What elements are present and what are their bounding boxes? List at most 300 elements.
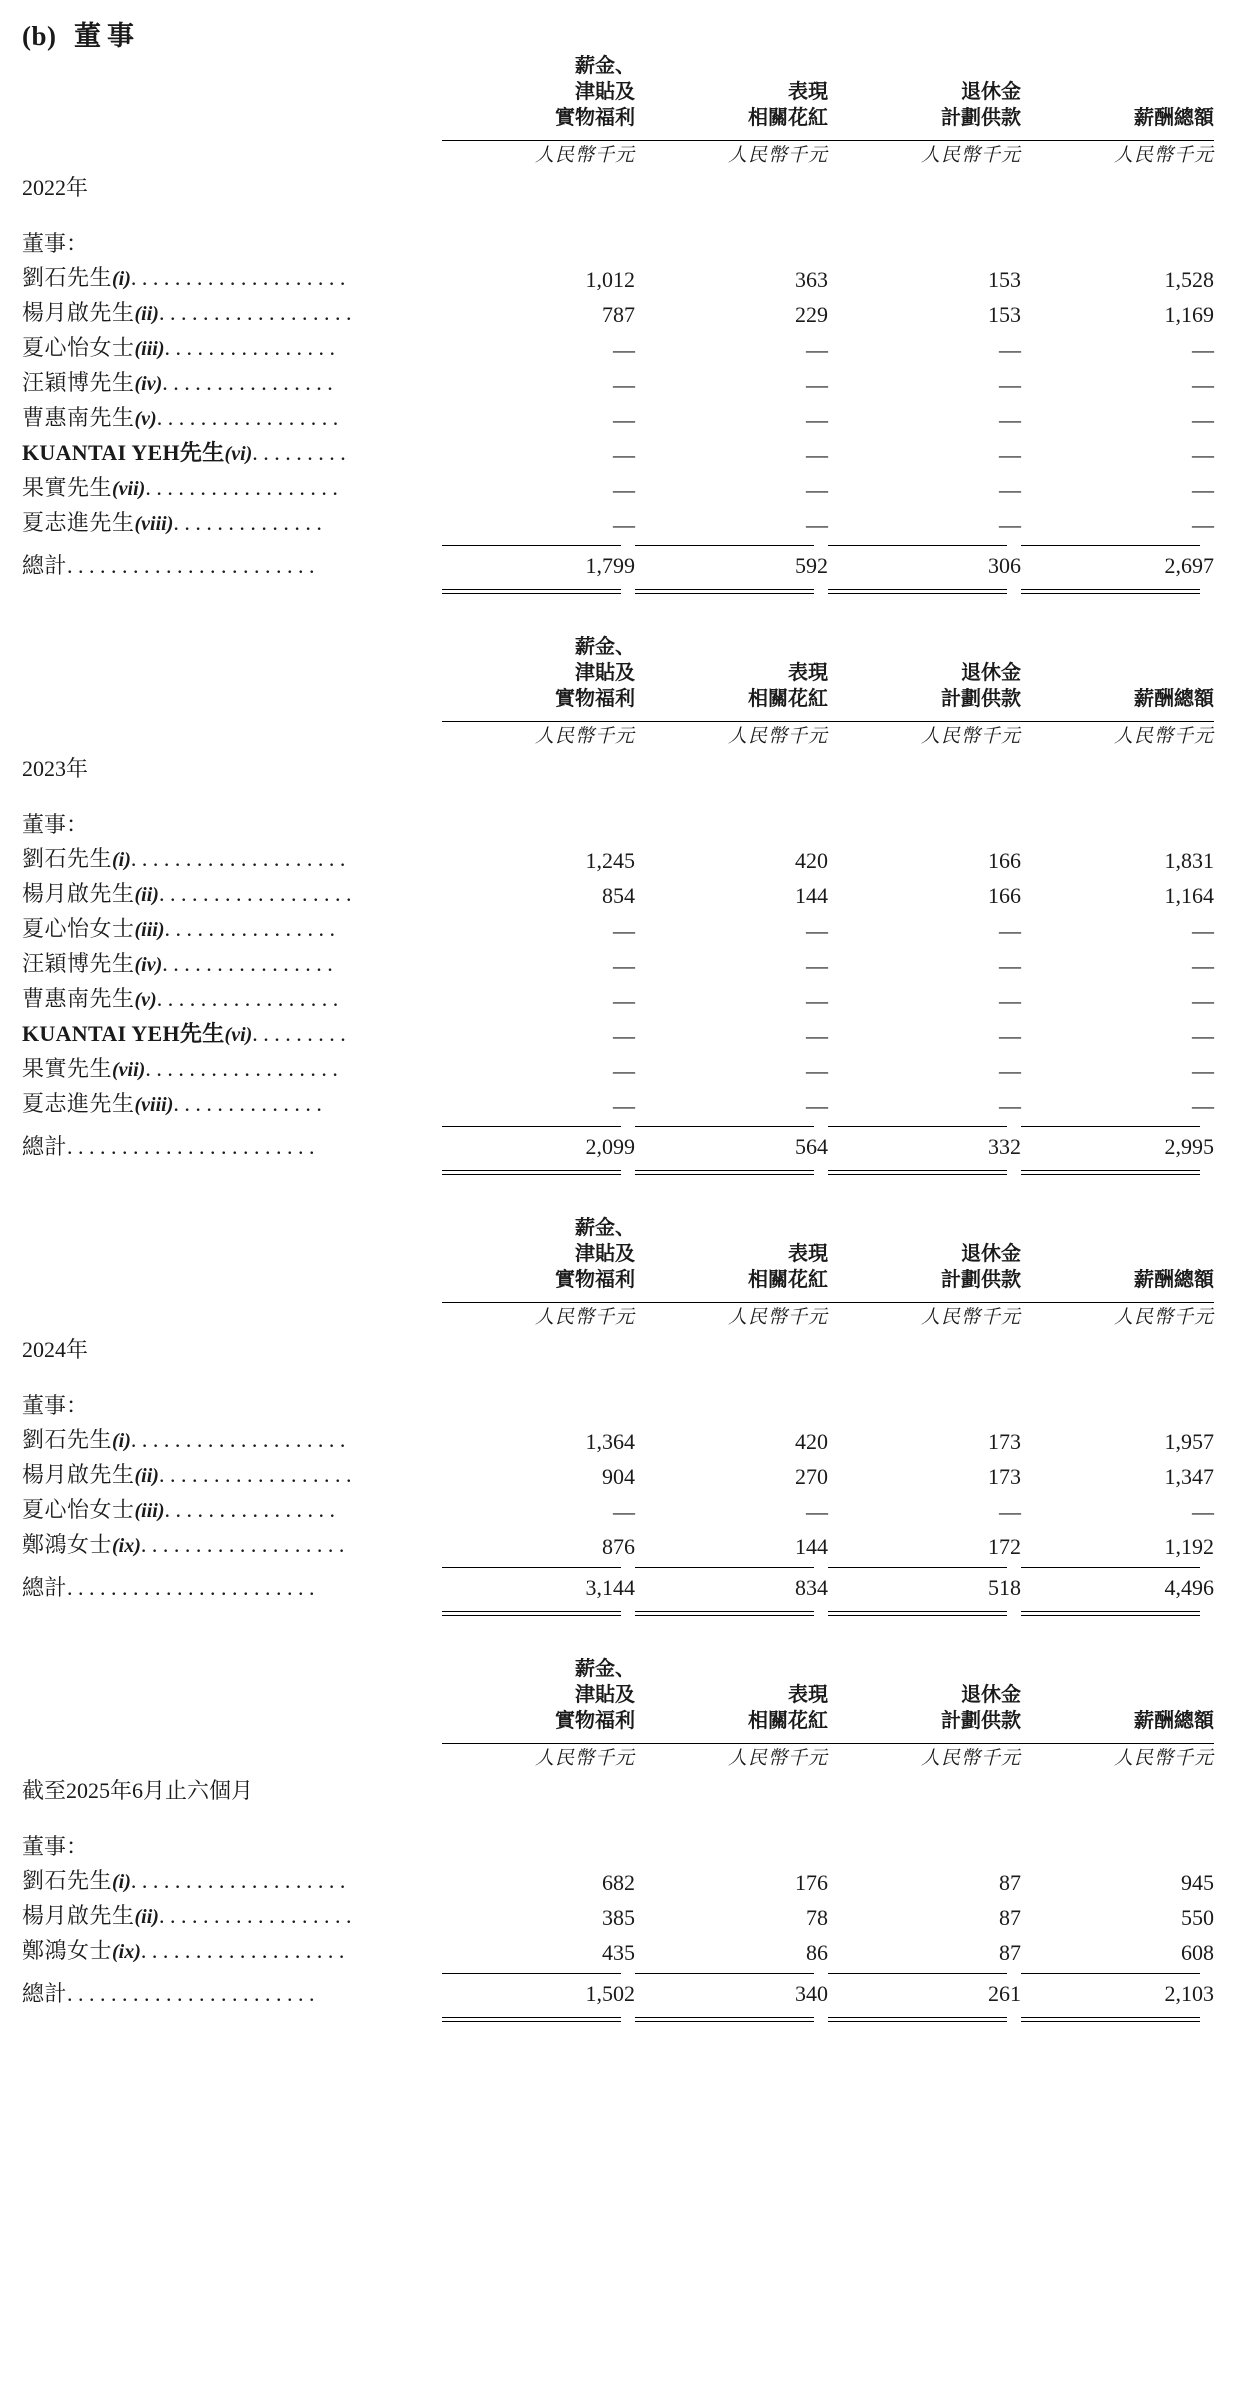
director-name: 果實先生: [22, 1056, 113, 1081]
amount-cell: —: [999, 988, 1021, 1013]
currency-unit: 人民幣千元: [920, 1748, 1021, 1769]
header-rule: [1021, 1293, 1214, 1303]
dot-leader: .......................: [67, 1134, 321, 1159]
director-name-cell: [22, 436, 442, 471]
director-name-cell: [22, 912, 442, 947]
column-header-line: 計劃供款: [941, 688, 1021, 710]
amount-cell: 1,364: [585, 1429, 635, 1454]
director-note-ref: (ix): [112, 1941, 141, 1963]
amount-cell: 550: [1181, 1905, 1214, 1930]
amount-cell: —: [806, 407, 828, 432]
director-note-ref: (i): [112, 1430, 131, 1452]
director-name: 楊月啟先生: [22, 300, 135, 325]
amount-cell: 608: [1181, 1940, 1214, 1965]
director-name: 夏志進先生: [22, 1091, 135, 1116]
director-name: 鄭鴻女士: [22, 1938, 113, 1963]
column-header-line: 退休金: [961, 1684, 1021, 1706]
amount-cell: 166: [988, 883, 1021, 908]
director-name: 夏志進先生: [22, 510, 135, 535]
amount-cell: —: [806, 918, 828, 943]
director-note-ref: (i): [112, 1871, 131, 1893]
column-header-line: 薪酬總額: [1134, 1710, 1214, 1732]
amount-cell: 270: [795, 1464, 828, 1489]
total-amount-cell: 3,144: [585, 1575, 635, 1600]
group-label: 董事：: [22, 812, 89, 837]
table-row: [22, 1423, 1214, 1458]
director-note-ref: (viii): [134, 513, 174, 535]
header-rule: [635, 1293, 828, 1303]
total-top-rule: [1021, 1122, 1214, 1130]
total-double-rule: [828, 1163, 1021, 1175]
column-header-line: 計劃供款: [941, 1269, 1021, 1291]
total-double-rule: [1021, 1604, 1214, 1616]
amount-cell: 78: [806, 1905, 828, 1930]
dot-leader: ................: [164, 1497, 341, 1522]
amount-cell: 876: [602, 1534, 635, 1559]
group-label: 董事：: [22, 231, 89, 256]
column-header-line: 表現: [788, 662, 828, 684]
header-rule: [828, 131, 1021, 141]
year-label: 2024年: [22, 1337, 89, 1362]
director-note-ref: (i): [112, 268, 131, 290]
total-double-rule: [828, 1604, 1021, 1616]
amount-cell: —: [806, 1499, 828, 1524]
total-amount-cell: 4,496: [1164, 1575, 1214, 1600]
table-row: [22, 401, 1214, 436]
header-rule: [442, 131, 635, 141]
column-header-line: 退休金: [961, 1243, 1021, 1265]
column-header-row: [22, 634, 1214, 712]
amount-cell: —: [613, 1058, 635, 1083]
currency-unit: 人民幣千元: [1113, 726, 1214, 747]
column-header: [828, 1656, 1021, 1734]
table-row: [22, 1052, 1214, 1087]
table-row: [22, 1899, 1214, 1934]
amount-cell: —: [999, 1023, 1021, 1048]
director-name-cell: [22, 506, 442, 541]
amount-cell: —: [613, 512, 635, 537]
total-amount-cell: 2,995: [1164, 1134, 1214, 1159]
unit-row: [22, 141, 1214, 171]
director-name: 劉石先生: [22, 265, 113, 290]
dot-leader: .................: [156, 986, 344, 1011]
total-amount-cell: 2,697: [1164, 553, 1214, 578]
amount-cell: —: [1192, 1499, 1214, 1524]
amount-cell: 1,169: [1164, 302, 1214, 327]
header-rule: [635, 131, 828, 141]
amount-cell: 435: [602, 1940, 635, 1965]
amount-cell: 1,347: [1164, 1464, 1214, 1489]
director-note-ref: (i): [112, 849, 131, 871]
column-header-line: 津貼及: [575, 1243, 635, 1265]
amount-cell: —: [999, 918, 1021, 943]
total-top-rule: [828, 541, 1021, 549]
unit-row: [22, 1303, 1214, 1333]
director-note-ref: (v): [134, 989, 157, 1011]
column-header-line: 薪金、: [575, 55, 635, 77]
total-label-cell: [22, 1130, 442, 1163]
director-name: 汪穎博先生: [22, 951, 135, 976]
unit-row: [22, 1744, 1214, 1774]
table-row: [22, 1934, 1214, 1969]
total-amount-cell: 1,502: [585, 1981, 635, 2006]
amount-cell: —: [613, 477, 635, 502]
amount-cell: 385: [602, 1905, 635, 1930]
total-label-cell: [22, 1977, 442, 2010]
header-rule: [1021, 1734, 1214, 1744]
total-double-rule: [635, 1163, 828, 1175]
dot-leader: ....................: [130, 1868, 351, 1893]
total-rule-row: [22, 1969, 1214, 1977]
director-note-ref: (ii): [134, 884, 159, 906]
amount-cell: —: [999, 512, 1021, 537]
total-top-rule: [442, 1122, 635, 1130]
dot-leader: ..................: [145, 475, 344, 500]
total-amount-cell: 518: [988, 1575, 1021, 1600]
total-rule-row: [22, 1122, 1214, 1130]
currency-unit: 人民幣千元: [1113, 1748, 1214, 1769]
table-row: [22, 331, 1214, 366]
column-header-line: 津貼及: [575, 81, 635, 103]
director-name-cell: [22, 1017, 442, 1052]
director-note-ref: (ii): [134, 1465, 159, 1487]
director-name-cell: [22, 1934, 442, 1969]
column-header-row: [22, 1656, 1214, 1734]
amount-cell: —: [999, 1093, 1021, 1118]
column-header-line: 退休金: [961, 662, 1021, 684]
amount-cell: —: [806, 442, 828, 467]
director-note-ref: (vii): [112, 478, 146, 500]
header-rule: [635, 1734, 828, 1744]
amount-cell: 1,528: [1164, 267, 1214, 292]
table-row: [22, 1864, 1214, 1899]
column-header: [1021, 1215, 1214, 1293]
director-name-cell: [22, 1493, 442, 1528]
amount-cell: 173: [988, 1464, 1021, 1489]
table-row: [22, 261, 1214, 296]
director-note-ref: (vi): [224, 443, 253, 465]
header-rule: [635, 712, 828, 722]
total-double-rule: [635, 1604, 828, 1616]
total-double-rule: [442, 2010, 635, 2022]
amount-cell: —: [999, 477, 1021, 502]
column-header-line: 計劃供款: [941, 107, 1021, 129]
currency-unit: 人民幣千元: [1113, 145, 1214, 166]
column-header-line: 薪酬總額: [1134, 107, 1214, 129]
director-note-ref: (iii): [134, 1500, 165, 1522]
table-row: [22, 1493, 1214, 1528]
amount-cell: —: [613, 407, 635, 432]
total-top-rule: [635, 1969, 828, 1977]
column-header: [442, 1656, 635, 1734]
emoluments-table: [22, 634, 1214, 1175]
amount-cell: 153: [988, 302, 1021, 327]
header-rule: [828, 712, 1021, 722]
column-header-line: 津貼及: [575, 1684, 635, 1706]
table-row: [22, 471, 1214, 506]
total-label: 總計: [22, 1134, 68, 1159]
director-name-cell: [22, 1087, 442, 1122]
amount-cell: —: [806, 1058, 828, 1083]
header-rule-row: [22, 131, 1214, 141]
director-name-cell: [22, 842, 442, 877]
currency-unit: 人民幣千元: [727, 145, 828, 166]
amount-cell: —: [999, 1058, 1021, 1083]
amount-cell: —: [613, 372, 635, 397]
dot-leader: .........: [252, 440, 352, 465]
director-name: 夏心怡女士: [22, 335, 135, 360]
year-label-row: [22, 752, 1214, 786]
amount-cell: —: [613, 1499, 635, 1524]
total-double-rule: [1021, 1163, 1214, 1175]
header-rule: [828, 1734, 1021, 1744]
total-label: 總計: [22, 553, 68, 578]
spacer: [22, 205, 1214, 227]
year-label: 2023年: [22, 756, 89, 781]
table-row: [22, 296, 1214, 331]
dot-leader: ...................: [140, 1532, 350, 1557]
table-row: [22, 1017, 1214, 1052]
column-header: [635, 634, 828, 712]
dot-leader: ................: [164, 335, 341, 360]
total-rule-row: [22, 541, 1214, 549]
total-label-cell: [22, 1571, 442, 1604]
header-rule-row: [22, 1734, 1214, 1744]
amount-cell: 172: [988, 1534, 1021, 1559]
dot-leader: .......................: [67, 553, 321, 578]
column-header-line: 表現: [788, 1684, 828, 1706]
total-amount-cell: 564: [795, 1134, 828, 1159]
director-name-cell: [22, 877, 442, 912]
amount-cell: —: [806, 988, 828, 1013]
director-note-ref: (v): [134, 408, 157, 430]
amount-cell: —: [613, 1093, 635, 1118]
emoluments-table: [22, 53, 1214, 594]
total-double-rule-row: [22, 1163, 1214, 1175]
section-marker: (b): [22, 21, 57, 51]
total-amount-cell: 2,099: [585, 1134, 635, 1159]
table-row: [22, 506, 1214, 541]
director-note-ref: (iii): [134, 919, 165, 941]
column-header: [1021, 1656, 1214, 1734]
total-amount-cell: 306: [988, 553, 1021, 578]
amount-cell: 229: [795, 302, 828, 327]
amount-cell: 87: [999, 1940, 1021, 1965]
director-name: 夏心怡女士: [22, 916, 135, 941]
dot-leader: ..................: [158, 300, 357, 325]
column-header: [828, 634, 1021, 712]
director-name: 楊月啟先生: [22, 1462, 135, 1487]
column-header: [1021, 634, 1214, 712]
amount-cell: —: [806, 512, 828, 537]
dot-leader: ..............: [173, 510, 328, 535]
amount-cell: —: [999, 1499, 1021, 1524]
column-header-row: [22, 53, 1214, 131]
dot-leader: ..................: [158, 1903, 357, 1928]
director-name-cell: [22, 982, 442, 1017]
column-header-line: 表現: [788, 81, 828, 103]
table-row: [22, 912, 1214, 947]
section-title: 董事: [74, 21, 140, 51]
amount-cell: —: [1192, 512, 1214, 537]
column-header-line: 實物福利: [555, 1269, 635, 1291]
table-row: [22, 982, 1214, 1017]
director-name: 夏心怡女士: [22, 1497, 135, 1522]
header-rule-row: [22, 1293, 1214, 1303]
spacer: [22, 1808, 1214, 1830]
column-header-line: 薪酬總額: [1134, 688, 1214, 710]
column-header: [828, 1215, 1021, 1293]
amount-cell: —: [1192, 1093, 1214, 1118]
group-label-row: [22, 1389, 1214, 1423]
year-label-row: [22, 171, 1214, 205]
currency-unit: 人民幣千元: [534, 726, 635, 747]
director-name: 汪穎博先生: [22, 370, 135, 395]
director-name-cell: [22, 331, 442, 366]
column-header-line: 薪金、: [575, 636, 635, 658]
dot-leader: ................: [164, 916, 341, 941]
director-note-ref: (ii): [134, 1906, 159, 1928]
year-label: 2022年: [22, 175, 89, 200]
column-header: [635, 1656, 828, 1734]
currency-unit: 人民幣千元: [534, 1748, 635, 1769]
director-name: 楊月啟先生: [22, 881, 135, 906]
amount-cell: 363: [795, 267, 828, 292]
amount-cell: —: [1192, 407, 1214, 432]
director-name-cell: [22, 1864, 442, 1899]
currency-unit: 人民幣千元: [727, 1307, 828, 1328]
column-header: [442, 1215, 635, 1293]
total-amount-cell: 261: [988, 1981, 1021, 2006]
header-rule: [1021, 131, 1214, 141]
total-double-rule-row: [22, 1604, 1214, 1616]
amount-cell: —: [1192, 477, 1214, 502]
director-name: 曹惠南先生: [22, 405, 135, 430]
dot-leader: ...................: [140, 1938, 350, 1963]
amount-cell: —: [613, 953, 635, 978]
total-top-rule: [442, 541, 635, 549]
currency-unit: 人民幣千元: [1113, 1307, 1214, 1328]
amount-cell: 86: [806, 1940, 828, 1965]
column-header-row: [22, 1215, 1214, 1293]
total-top-rule: [1021, 1969, 1214, 1977]
table-row: [22, 877, 1214, 912]
header-rule-row: [22, 712, 1214, 722]
amount-cell: 854: [602, 883, 635, 908]
table-row: [22, 1528, 1214, 1563]
amount-cell: —: [613, 337, 635, 362]
dot-leader: ..................: [158, 1462, 357, 1487]
amount-cell: —: [613, 918, 635, 943]
block-gap: [0, 1175, 1238, 1215]
director-name: 劉石先生: [22, 846, 113, 871]
group-label-row: [22, 227, 1214, 261]
total-top-rule: [1021, 1563, 1214, 1571]
column-header: [635, 53, 828, 131]
total-double-rule-row: [22, 582, 1214, 594]
amount-cell: —: [806, 1023, 828, 1048]
director-name: KUANTAI YEH先生: [22, 1021, 225, 1046]
amount-cell: —: [806, 372, 828, 397]
amount-cell: —: [1192, 442, 1214, 467]
column-header: [442, 53, 635, 131]
amount-cell: —: [806, 953, 828, 978]
director-note-ref: (iii): [134, 338, 165, 360]
year-label: 截至2025年6月止六個月: [22, 1778, 254, 1803]
column-header-line: 相關花紅: [748, 1269, 828, 1291]
amount-cell: 420: [795, 1429, 828, 1454]
column-header-line: 薪金、: [575, 1658, 635, 1680]
currency-unit: 人民幣千元: [920, 145, 1021, 166]
amount-cell: 1,164: [1164, 883, 1214, 908]
amount-cell: 1,245: [585, 848, 635, 873]
column-header-line: 實物福利: [555, 1710, 635, 1732]
director-name: 劉石先生: [22, 1868, 113, 1893]
total-row: [22, 1977, 1214, 2010]
total-amount-cell: 332: [988, 1134, 1021, 1159]
director-name-cell: [22, 1899, 442, 1934]
dot-leader: .........: [252, 1021, 352, 1046]
total-double-rule: [828, 2010, 1021, 2022]
header-rule: [442, 1734, 635, 1744]
unit-row: [22, 722, 1214, 752]
group-label: 董事：: [22, 1834, 89, 1859]
total-double-rule: [1021, 582, 1214, 594]
dot-leader: .................: [156, 405, 344, 430]
amount-cell: 144: [795, 1534, 828, 1559]
table-row: [22, 842, 1214, 877]
dot-leader: ................: [162, 370, 339, 395]
director-name: 劉石先生: [22, 1427, 113, 1452]
director-note-ref: (iv): [134, 954, 163, 976]
dot-leader: .......................: [67, 1981, 321, 2006]
amount-cell: —: [999, 953, 1021, 978]
director-name-cell: [22, 1528, 442, 1563]
director-name-cell: [22, 296, 442, 331]
column-header-line: 薪酬總額: [1134, 1269, 1214, 1291]
total-row: [22, 1571, 1214, 1604]
currency-unit: 人民幣千元: [534, 1307, 635, 1328]
column-header-line: 實物福利: [555, 107, 635, 129]
director-note-ref: (ix): [112, 1535, 141, 1557]
total-top-rule: [828, 1563, 1021, 1571]
dot-leader: ..............: [173, 1091, 328, 1116]
amount-cell: 1,192: [1164, 1534, 1214, 1559]
director-note-ref: (viii): [134, 1094, 174, 1116]
amount-cell: 682: [602, 1870, 635, 1895]
block-gap: [0, 1616, 1238, 1656]
amount-cell: 87: [999, 1870, 1021, 1895]
total-amount-cell: 340: [795, 1981, 828, 2006]
column-header-line: 表現: [788, 1243, 828, 1265]
column-header-line: 相關花紅: [748, 688, 828, 710]
total-row: [22, 549, 1214, 582]
total-double-rule: [635, 582, 828, 594]
total-top-rule: [635, 541, 828, 549]
currency-unit: 人民幣千元: [920, 1307, 1021, 1328]
group-label-row: [22, 1830, 1214, 1864]
director-note-ref: (vii): [112, 1059, 146, 1081]
table-row: [22, 1087, 1214, 1122]
amount-cell: —: [1192, 1058, 1214, 1083]
emoluments-table: [22, 1215, 1214, 1616]
total-label: 總計: [22, 1981, 68, 2006]
column-header-line: 計劃供款: [941, 1710, 1021, 1732]
amount-cell: —: [999, 407, 1021, 432]
header-rule: [1021, 712, 1214, 722]
column-header-line: 退休金: [961, 81, 1021, 103]
total-amount-cell: 2,103: [1164, 1981, 1214, 2006]
